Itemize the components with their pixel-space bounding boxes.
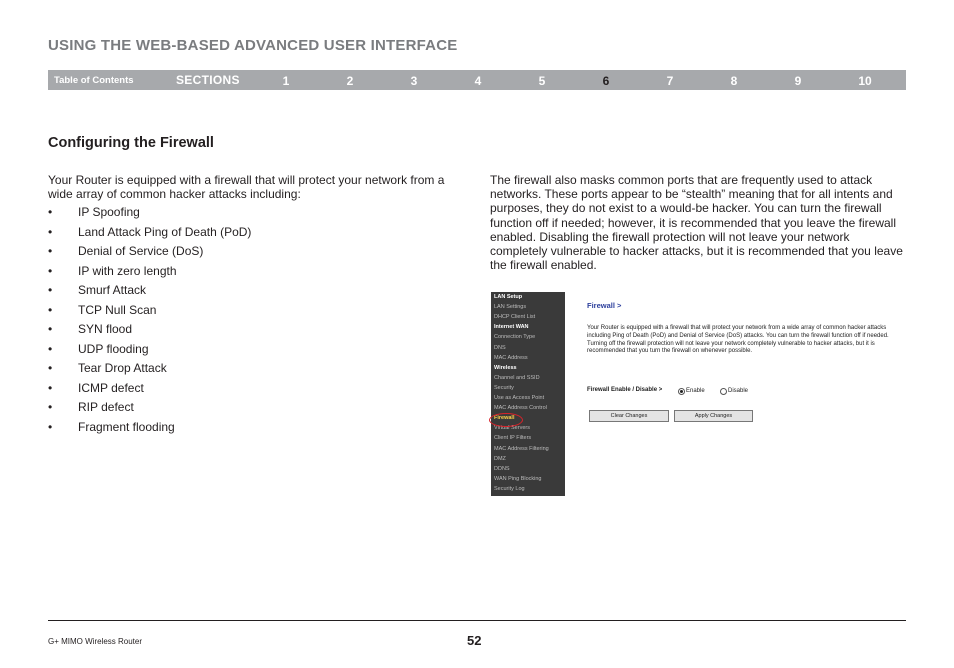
firewall-description: Your Router is equipped with a firewall that will protect your network from a wide array of common hacker attacks including Ping of Death (PoD) and Denial of Service (DoS) attacks. You can turn the firewall function off if needed. Turning off the firewall protection will not leave your network completely vulnerable to hacker attacks, but it is recommended that you turn the firewall on whenever possible. <box>587 325 889 355</box>
section-link-10[interactable]: 10 <box>858 74 872 88</box>
bullet-mark: • <box>48 283 53 297</box>
sidebar-menu-item[interactable]: MAC Address Filtering <box>494 445 549 452</box>
enable-radio-label: Enable <box>686 388 705 394</box>
attack-list-item <box>48 322 251 342</box>
sidebar-menu-item[interactable]: DDNS <box>494 465 510 472</box>
attack-list-item-text: TCP Null Scan <box>78 302 157 317</box>
firewall-paragraph: The firewall also masks common ports that are frequently used to attack networks. These ports appear to be “stealth” meaning that for all intents and purposes, they do not exist to a would-be hacker. You can turn the firewall function off if needed; however, it is recommended that you leave the firewall enabled. Disabling the firewall protection will not leave your network completely vulnerable to hacker attacks, but it is recommended that you leave the firewall enabled. <box>490 173 903 273</box>
section-link-1[interactable]: 1 <box>282 74 290 88</box>
attack-list-item-text: Fragment flooding <box>78 419 175 434</box>
section-link-8[interactable]: 8 <box>730 74 738 88</box>
attack-list-item-text: RIP defect <box>78 400 134 414</box>
router-sidebar-menu <box>491 292 565 496</box>
sidebar-menu-item[interactable]: Security <box>494 384 514 391</box>
section-link-6[interactable]: 6 <box>602 74 610 88</box>
sections-label: SECTIONS <box>176 73 240 87</box>
attack-list-item <box>48 342 251 362</box>
sidebar-menu-item[interactable]: LAN Settings <box>494 304 527 311</box>
attack-list-item-text: SYN flood <box>78 322 133 336</box>
attack-list-item-text: Land Attack Ping of Death (PoD) <box>78 224 252 239</box>
page-number: 52 <box>467 633 482 648</box>
section-link-9[interactable]: 9 <box>794 74 802 88</box>
bullet-mark: • <box>48 380 53 395</box>
disable-radio[interactable] <box>720 388 727 395</box>
sidebar-menu-item[interactable]: Use as Access Point <box>494 395 545 401</box>
bullet-mark: • <box>48 263 53 278</box>
section-link-4[interactable]: 4 <box>474 74 482 88</box>
sidebar-section-heading: LAN Setup <box>494 294 523 300</box>
attack-list-item <box>48 244 251 264</box>
header-title: USING THE WEB-BASED ADVANCED USER INTERFACE <box>48 37 458 54</box>
attack-list-item <box>48 225 251 245</box>
attack-list-item-text: ICMP defect <box>78 380 144 395</box>
bullet-mark: • <box>48 341 53 356</box>
attack-list-item-text: Smurf Attack <box>78 283 147 297</box>
enable-radio[interactable] <box>678 388 685 395</box>
sidebar-menu-item[interactable]: Virtual Servers <box>494 425 530 432</box>
section-link-3[interactable]: 3 <box>410 74 418 88</box>
sidebar-section-heading: Internet WAN <box>494 324 529 331</box>
attack-list <box>48 205 251 439</box>
bullet-mark: • <box>48 400 53 414</box>
sidebar-menu-item[interactable]: WAN Ping Blocking <box>494 475 542 482</box>
footer-divider <box>48 620 906 621</box>
clear-changes-button[interactable]: Clear Changes <box>589 410 669 422</box>
bullet-mark: • <box>48 244 53 258</box>
firewall-page-title: Firewall > <box>587 301 622 310</box>
sidebar-menu-item[interactable]: DMZ <box>494 455 506 462</box>
sidebar-menu-item[interactable]: Firewall <box>494 415 515 422</box>
attack-list-item-text: Tear Drop Attack <box>78 361 167 375</box>
table-of-contents-link[interactable]: Table of Contents <box>54 75 134 86</box>
bullet-mark: • <box>48 224 53 239</box>
firewall-highlight-circle <box>489 413 523 427</box>
attack-list-item <box>48 420 251 440</box>
apply-changes-button[interactable]: Apply Changes <box>674 410 753 422</box>
intro-paragraph: Your Router is equipped with a firewall that will protect your network from a wide array of common hacker attacks including: <box>48 173 445 202</box>
attack-list-item <box>48 361 251 381</box>
section-link-5[interactable]: 5 <box>538 74 546 88</box>
attack-list-item-text: UDP flooding <box>78 341 149 356</box>
sidebar-menu-item[interactable]: Connection Type <box>494 334 536 341</box>
attack-list-item <box>48 283 251 303</box>
section-nav-bar <box>48 70 906 90</box>
attack-list-item-text: IP Spoofing <box>78 205 140 219</box>
sidebar-menu-item[interactable]: DNS <box>494 344 506 351</box>
attack-list-item-text: Denial of Service (DoS) <box>78 244 204 258</box>
attack-list-item-text: IP with zero length <box>78 263 177 278</box>
bullet-mark: • <box>48 322 53 336</box>
sidebar-menu-item[interactable]: MAC Address <box>494 354 528 361</box>
attack-list-item <box>48 205 251 225</box>
section-heading: Configuring the Firewall <box>48 135 214 151</box>
bullet-mark: • <box>48 302 53 317</box>
attack-list-item <box>48 264 251 284</box>
disable-radio-label: Disable <box>728 388 749 394</box>
sidebar-menu-item[interactable]: DHCP Client List <box>494 314 536 321</box>
bullet-mark: • <box>48 361 53 375</box>
sidebar-menu-item[interactable]: Security Log <box>494 485 525 492</box>
sidebar-section-heading: Wireless <box>494 364 517 371</box>
attack-list-item <box>48 381 251 401</box>
section-link-7[interactable]: 7 <box>666 74 674 88</box>
sidebar-menu-item[interactable]: Channel and SSID <box>494 374 540 381</box>
attack-list-item <box>48 303 251 323</box>
sidebar-menu-item[interactable]: MAC Address Control <box>494 405 547 412</box>
bullet-mark: • <box>48 205 53 219</box>
attack-list-item <box>48 400 251 420</box>
firewall-enable-label: Firewall Enable / Disable > <box>587 387 663 393</box>
bullet-mark: • <box>48 419 53 434</box>
sidebar-menu-item[interactable]: Client IP Filters <box>494 435 532 442</box>
footer-product-name: G+ MIMO Wireless Router <box>48 637 143 646</box>
section-link-2[interactable]: 2 <box>346 74 354 88</box>
